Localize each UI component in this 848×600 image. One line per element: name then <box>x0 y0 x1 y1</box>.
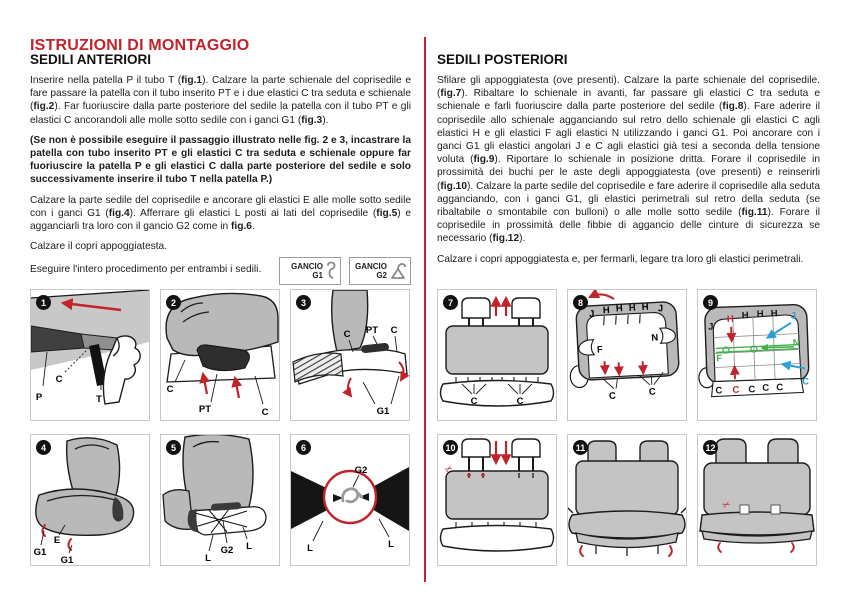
scissors-icon: ✂ <box>442 462 456 477</box>
hook-g2-code: G2 <box>376 271 387 281</box>
fig-label: C <box>732 384 740 396</box>
fig-label: H <box>628 302 636 314</box>
figure-panel-3 <box>290 289 410 421</box>
figure-panel-11 <box>567 434 687 566</box>
figure-5-illustration <box>161 435 279 565</box>
figure-panel-5 <box>160 434 280 566</box>
figure-number-badge: 4 <box>36 440 51 455</box>
figure-number-badge: 9 <box>703 295 718 310</box>
fig-label: T <box>96 394 102 405</box>
figure-4-illustration <box>31 435 149 565</box>
fig-label: C <box>55 374 63 385</box>
fig-label: H <box>602 304 611 317</box>
figure-panel-9 <box>697 289 817 421</box>
fig-label: PT <box>365 325 379 336</box>
figure-2-illustration <box>161 290 279 420</box>
fig-label: C <box>516 396 524 407</box>
figure-panel-4 <box>30 434 150 566</box>
headrest-note: Calzare il copri appoggiatesta. <box>30 241 168 253</box>
fig-label: H <box>615 303 623 315</box>
rear-figures-grid <box>437 289 817 566</box>
g2-hook-icon <box>389 261 407 281</box>
hook-g1-title: GANCIO <box>291 262 323 272</box>
fig-label: C <box>648 386 656 398</box>
g1-hook-icon <box>325 261 337 281</box>
figure-panel-6 <box>290 434 410 566</box>
fig-label: C <box>748 384 756 396</box>
figure-12-illustration <box>698 435 816 565</box>
fig-label: C <box>470 396 478 407</box>
figure-number-badge: 11 <box>573 440 588 455</box>
figure-number-badge: 5 <box>166 440 181 455</box>
figure-6-illustration <box>291 435 409 565</box>
figure-10-illustration <box>438 435 556 565</box>
rear-seats-column <box>437 52 821 512</box>
fig-label: J <box>588 308 595 320</box>
figure-1-illustration <box>31 290 149 420</box>
fig-label: F <box>596 344 604 356</box>
fig-label: H <box>726 313 734 326</box>
figure-3-illustration <box>291 290 409 420</box>
front-seats-column <box>30 52 412 565</box>
paragraph: Calzare la parte sedile del coprisedile e ancorare gli elastici E alle molle sotto sedile con i ganci G1 (fig.4). Afferrare gli elastici L posti ai lati del coprisedile (fig.5) e agganciarli tra loro con il gancio G2 come in fig.6. <box>30 194 411 233</box>
figure-panel-8 <box>567 289 687 421</box>
paragraph: Sfilare gli appoggiatesta (ove presenti). Calzare la parte schienale del coprisedile. (fig.7). Ribaltare lo schienale in avanti, far passare gli elastici C tra seduta e schienale e farli fuoriuscire dalla parte posteriore del sedile (fig.8). Fare aderire il coprisedile allo schienale agganciando sul retro dello schienale gli elastici C agli elastici H e gli elastici F agli elastici N utilizzando i ganci G1. Poi ancorare con i ganci G1 gli elastici angolari J e C agli elastici già tesi a seconda della tensione voluta (fig.9). Riportare lo schienale in posizione dritta. Forare il coprisedile in prossimità dei buchi per le aste degli appoggiatesta (ove presenti) e reinserirli (fig.10). Calzare la parte sedile del coprisedile e fare aderire il coprisedile alla seduta agganciando, con i ganci G1, gli elastici perimetrali sul retro della seduta (se ribaltabile o smontabile con bulloni) o alle molle sotto sedile (fig.11). Forare il coprisedile in prossimità delle fibbie di aggancio delle cinture di sicurezza se necessario (fig.12). <box>437 75 821 245</box>
fig-label: H <box>756 308 764 320</box>
fig-label: L <box>246 541 252 552</box>
fig-label: P <box>35 392 43 403</box>
front-seats-paragraphs <box>30 74 411 233</box>
fig-label: N <box>651 332 659 344</box>
figure-panel-10 <box>437 434 557 566</box>
fig-label: G2 <box>220 545 234 556</box>
hook-g1-box <box>279 257 341 285</box>
figure-number-badge: 2 <box>166 295 181 310</box>
both-seats-note: Eseguire l'intero procedimento per entrambi i sedili. <box>30 264 262 276</box>
fig-label: J <box>707 321 714 333</box>
fig-label: C <box>715 385 723 397</box>
fig-label: L <box>388 539 394 550</box>
fig-label: C <box>166 384 174 395</box>
rear-seats-paragraphs <box>437 74 820 266</box>
figure-7-illustration <box>438 290 556 420</box>
figure-8-illustration <box>568 290 686 420</box>
rear-seats-heading: SEDILI POSTERIORI <box>437 52 568 67</box>
figure-number-badge: 8 <box>573 295 588 310</box>
figure-9-illustration <box>698 290 816 420</box>
paragraph: Inserire nella patella P il tubo T (fig.1). Calzare la parte schienale del coprisedile e fare passare la patella con il tubo inserito PT e i due elastici C tra seduta e schienale (fig.2). Far fuoriuscire dalla parte posteriore del sedile la patella con il tubo PT e gli elastici C ancorandoli alle molle sotto sedile con i ganci G1 (fig.3). <box>30 75 412 126</box>
fig-label: C <box>390 325 398 336</box>
hook-g1-code: G1 <box>312 271 323 281</box>
fig-label: H <box>741 310 749 322</box>
fig-label: J <box>790 310 797 322</box>
fig-label: L <box>307 543 313 554</box>
figure-panel-1 <box>30 289 150 421</box>
fig-label: F <box>716 353 723 365</box>
paragraph: (Se non è possibile eseguire il passaggio illustrato nelle fig. 2 e 3, incastrare la patella con tubo inserito PT e gli elastici C tra seduta e schienale oppure far fuoriuscire la patella P e gli elastici C dalla parte posteriore del sedile e solo successivamente inserire il tubo T nella patella P.) <box>30 134 411 186</box>
fig-label: H <box>770 308 778 320</box>
hook-g2-title: GANCIO <box>355 262 387 272</box>
page-title: ISTRUZIONI DI MONTAGGIO <box>30 36 250 54</box>
column-divider <box>424 37 426 582</box>
fig-label: N <box>792 337 800 349</box>
front-figures-grid <box>30 289 410 566</box>
figure-number-badge: 6 <box>296 440 311 455</box>
paragraph: Calzare i copri appoggiatesta e, per fermarli, legare tra loro gli elastici perimetrali. <box>437 253 804 265</box>
fig-label: C <box>776 382 784 394</box>
fig-label: J <box>657 303 664 315</box>
fig-label: G2 <box>354 465 368 476</box>
fig-label: C <box>608 390 617 402</box>
hook-g2-box <box>349 257 411 285</box>
figure-number-badge: 7 <box>443 295 458 310</box>
procedure-and-hooks-row <box>30 257 411 285</box>
fig-label: C <box>261 407 269 418</box>
fig-label: C <box>343 329 351 340</box>
fig-label: H <box>641 301 649 314</box>
figure-panel-7 <box>437 289 557 421</box>
figure-number-badge: 12 <box>703 440 718 455</box>
figure-number-badge: 1 <box>36 295 51 310</box>
figure-11-illustration <box>568 435 686 565</box>
fig-label: C <box>762 382 770 394</box>
fig-label: G1 <box>376 406 390 417</box>
front-seats-heading: SEDILI ANTERIORI <box>30 52 152 67</box>
figure-number-badge: 3 <box>296 295 311 310</box>
fig-label: G1 <box>60 555 74 565</box>
fig-label: G1 <box>33 547 47 558</box>
fig-label: PT <box>198 404 212 415</box>
fig-label: L <box>205 553 211 564</box>
figure-panel-12 <box>697 434 817 566</box>
fig-label: C <box>801 376 810 388</box>
figure-number-badge: 10 <box>443 440 458 455</box>
hook-legend <box>279 257 411 285</box>
figure-panel-2 <box>160 289 280 421</box>
scissors-icon: ✂ <box>720 498 733 512</box>
fig-label: E <box>53 535 61 546</box>
